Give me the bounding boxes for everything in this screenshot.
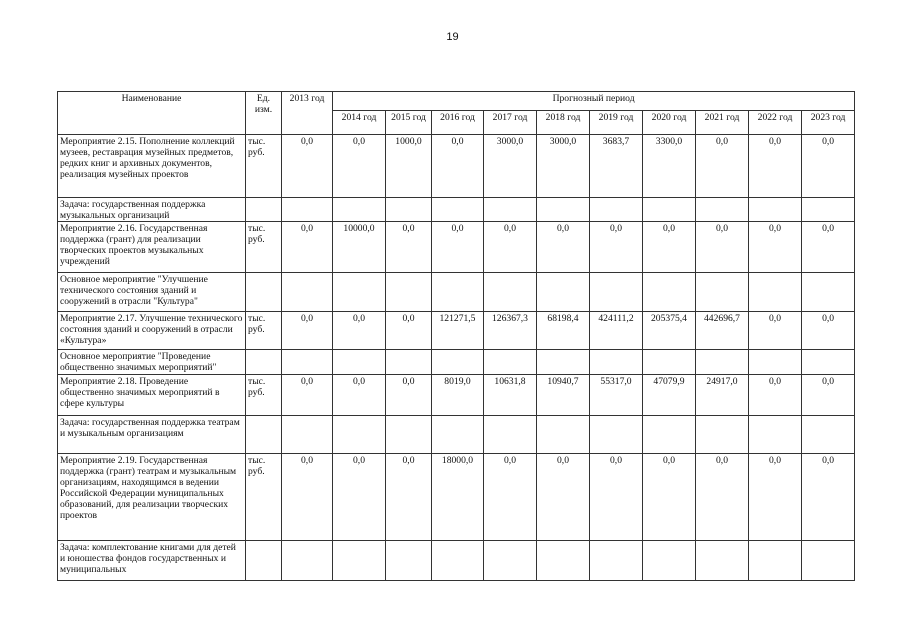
row-value-cell: 0,0 <box>333 312 386 350</box>
row-value-cell <box>749 541 802 581</box>
table-row <box>58 375 855 416</box>
row-value-cell: 126367,3 <box>484 312 537 350</box>
row-value-cell <box>432 273 484 312</box>
row-value-cell <box>696 198 749 222</box>
row-value-cell: 3000,0 <box>537 135 590 198</box>
row-value-cell: 47079,9 <box>643 375 696 416</box>
row-value-cell: 0,0 <box>696 135 749 198</box>
row-value-cell: 0,0 <box>282 135 333 198</box>
row-value-cell <box>484 273 537 312</box>
row-value-cell: 0,0 <box>282 312 333 350</box>
header-year: 2021 год <box>696 111 749 135</box>
row-value-cell: 3683,7 <box>590 135 643 198</box>
row-value-cell: 442696,7 <box>696 312 749 350</box>
row-value-cell <box>749 273 802 312</box>
row-value-cell <box>802 198 855 222</box>
row-value-cell: 0,0 <box>282 222 333 273</box>
row-value-cell: 0,0 <box>333 135 386 198</box>
row-value-cell: 0,0 <box>802 375 855 416</box>
row-name-cell: Мероприятие 2.16. Государственная поддержка (грант) для реализации творческих проектов музыкальных учреждений <box>58 222 246 273</box>
row-value-cell <box>484 541 537 581</box>
row-value-cell <box>282 350 333 375</box>
row-value-cell <box>643 541 696 581</box>
row-value-cell: 0,0 <box>802 135 855 198</box>
table-row <box>58 350 855 375</box>
row-value-cell <box>282 416 333 454</box>
row-unit-cell <box>246 416 282 454</box>
header-base-year: 2013 год <box>282 92 333 135</box>
row-value-cell: 0,0 <box>282 454 333 541</box>
row-value-cell <box>484 350 537 375</box>
row-value-cell <box>386 273 432 312</box>
row-value-cell <box>643 198 696 222</box>
row-value-cell: 0,0 <box>386 312 432 350</box>
row-unit-cell <box>246 198 282 222</box>
row-value-cell <box>696 416 749 454</box>
row-value-cell <box>386 416 432 454</box>
table-row <box>58 222 855 273</box>
row-value-cell: 121271,5 <box>432 312 484 350</box>
row-value-cell <box>537 541 590 581</box>
row-value-cell: 0,0 <box>333 375 386 416</box>
row-value-cell <box>749 350 802 375</box>
row-value-cell <box>333 541 386 581</box>
row-value-cell: 0,0 <box>590 222 643 273</box>
header-year: 2020 год <box>643 111 696 135</box>
row-value-cell: 0,0 <box>643 222 696 273</box>
header-year: 2019 год <box>590 111 643 135</box>
row-value-cell: 0,0 <box>484 454 537 541</box>
row-value-cell: 0,0 <box>749 222 802 273</box>
row-name-cell: Основное мероприятие "Проведение общественно значимых мероприятий" <box>58 350 246 375</box>
row-value-cell: 0,0 <box>386 222 432 273</box>
row-value-cell <box>537 350 590 375</box>
row-value-cell <box>590 273 643 312</box>
row-value-cell: 0,0 <box>749 135 802 198</box>
row-value-cell <box>643 273 696 312</box>
row-value-cell <box>749 198 802 222</box>
row-value-cell <box>333 350 386 375</box>
row-value-cell <box>537 416 590 454</box>
table-row <box>58 198 855 222</box>
row-value-cell: 3000,0 <box>484 135 537 198</box>
row-value-cell: 0,0 <box>333 454 386 541</box>
row-value-cell <box>802 273 855 312</box>
row-value-cell <box>386 350 432 375</box>
row-value-cell <box>749 416 802 454</box>
row-value-cell: 0,0 <box>432 135 484 198</box>
header-year: 2016 год <box>432 111 484 135</box>
budget-table <box>57 91 855 581</box>
row-name-cell: Задача: государственная поддержка музыкальных организаций <box>58 198 246 222</box>
row-name-cell: Основное мероприятие "Улучшение технического состояния зданий и сооружений в отрасли "Культура" <box>58 273 246 312</box>
header-year: 2022 год <box>749 111 802 135</box>
row-value-cell <box>432 541 484 581</box>
row-unit-cell <box>246 273 282 312</box>
row-value-cell <box>484 416 537 454</box>
row-value-cell <box>333 198 386 222</box>
row-unit-cell: тыс. руб. <box>246 312 282 350</box>
row-value-cell: 0,0 <box>802 454 855 541</box>
row-unit-cell: тыс. руб. <box>246 375 282 416</box>
table-row <box>58 454 855 541</box>
row-value-cell: 68198,4 <box>537 312 590 350</box>
row-value-cell: 1000,0 <box>386 135 432 198</box>
row-value-cell <box>282 198 333 222</box>
table-row <box>58 135 855 198</box>
row-value-cell: 0,0 <box>802 312 855 350</box>
row-name-cell: Мероприятие 2.15. Пополнение коллекций музеев, реставрация музейных предметов, редких книг и архивных документов, реализация музейных проектов <box>58 135 246 198</box>
row-value-cell: 18000,0 <box>432 454 484 541</box>
row-value-cell <box>282 273 333 312</box>
row-value-cell: 0,0 <box>749 454 802 541</box>
row-value-cell <box>386 198 432 222</box>
row-value-cell: 0,0 <box>432 222 484 273</box>
row-unit-cell: тыс. руб. <box>246 222 282 273</box>
row-value-cell: 0,0 <box>282 375 333 416</box>
row-value-cell <box>432 350 484 375</box>
row-value-cell: 0,0 <box>696 454 749 541</box>
table-row <box>58 312 855 350</box>
row-unit-cell: тыс. руб. <box>246 135 282 198</box>
row-value-cell: 0,0 <box>749 375 802 416</box>
row-value-cell <box>643 416 696 454</box>
table-row <box>58 541 855 581</box>
row-value-cell <box>282 541 333 581</box>
row-value-cell <box>432 198 484 222</box>
header-year: 2018 год <box>537 111 590 135</box>
row-name-cell: Мероприятие 2.19. Государственная поддержка (грант) театрам и музыкальным организациям, находящимся в ведении Российской Федерации муниципальных образований, для реализации творческих проектов <box>58 454 246 541</box>
row-value-cell <box>802 541 855 581</box>
header-year: 2015 год <box>386 111 432 135</box>
row-unit-cell <box>246 350 282 375</box>
row-value-cell: 55317,0 <box>590 375 643 416</box>
row-name-cell: Задача: комплектование книгами для детей и юношества фондов государственных и муниципальных <box>58 541 246 581</box>
row-value-cell <box>590 416 643 454</box>
header-year: 2014 год <box>333 111 386 135</box>
row-value-cell <box>537 198 590 222</box>
row-value-cell <box>696 273 749 312</box>
row-value-cell: 10000,0 <box>333 222 386 273</box>
row-value-cell: 0,0 <box>386 375 432 416</box>
row-value-cell: 8019,0 <box>432 375 484 416</box>
row-value-cell: 0,0 <box>643 454 696 541</box>
header-name: Наименование <box>58 92 246 135</box>
row-value-cell: 0,0 <box>590 454 643 541</box>
header-row <box>58 92 855 111</box>
row-value-cell: 3300,0 <box>643 135 696 198</box>
header-year: 2023 год <box>802 111 855 135</box>
row-name-cell: Задача: государственная поддержка театрам и музыкальным организациям <box>58 416 246 454</box>
row-value-cell: 0,0 <box>696 222 749 273</box>
row-value-cell <box>386 541 432 581</box>
row-value-cell <box>537 273 590 312</box>
row-value-cell: 0,0 <box>386 454 432 541</box>
row-value-cell <box>590 198 643 222</box>
row-value-cell: 0,0 <box>537 454 590 541</box>
row-value-cell: 0,0 <box>484 222 537 273</box>
header-unit: Ед. изм. <box>246 92 282 135</box>
row-name-cell: Мероприятие 2.17. Улучшение технического состояния зданий и сооружений в отрасли «Культура» <box>58 312 246 350</box>
row-value-cell: 10631,8 <box>484 375 537 416</box>
row-value-cell: 10940,7 <box>537 375 590 416</box>
row-value-cell: 0,0 <box>537 222 590 273</box>
row-value-cell <box>432 416 484 454</box>
header-forecast-period: Прогнозный период <box>333 92 855 111</box>
row-unit-cell: тыс. руб. <box>246 454 282 541</box>
header-year: 2017 год <box>484 111 537 135</box>
row-value-cell <box>484 198 537 222</box>
table-row <box>58 416 855 454</box>
row-value-cell <box>643 350 696 375</box>
row-name-cell: Мероприятие 2.18. Проведение общественно значимых мероприятий в сфере культуры <box>58 375 246 416</box>
row-value-cell <box>333 273 386 312</box>
row-value-cell <box>802 350 855 375</box>
row-unit-cell <box>246 541 282 581</box>
row-value-cell <box>590 541 643 581</box>
row-value-cell: 424111,2 <box>590 312 643 350</box>
row-value-cell <box>696 350 749 375</box>
row-value-cell <box>590 350 643 375</box>
row-value-cell <box>696 541 749 581</box>
row-value-cell: 24917,0 <box>696 375 749 416</box>
row-value-cell: 205375,4 <box>643 312 696 350</box>
row-value-cell <box>802 416 855 454</box>
row-value-cell: 0,0 <box>749 312 802 350</box>
table-row <box>58 273 855 312</box>
row-value-cell <box>333 416 386 454</box>
row-value-cell: 0,0 <box>802 222 855 273</box>
page-number: 19 <box>446 31 459 43</box>
